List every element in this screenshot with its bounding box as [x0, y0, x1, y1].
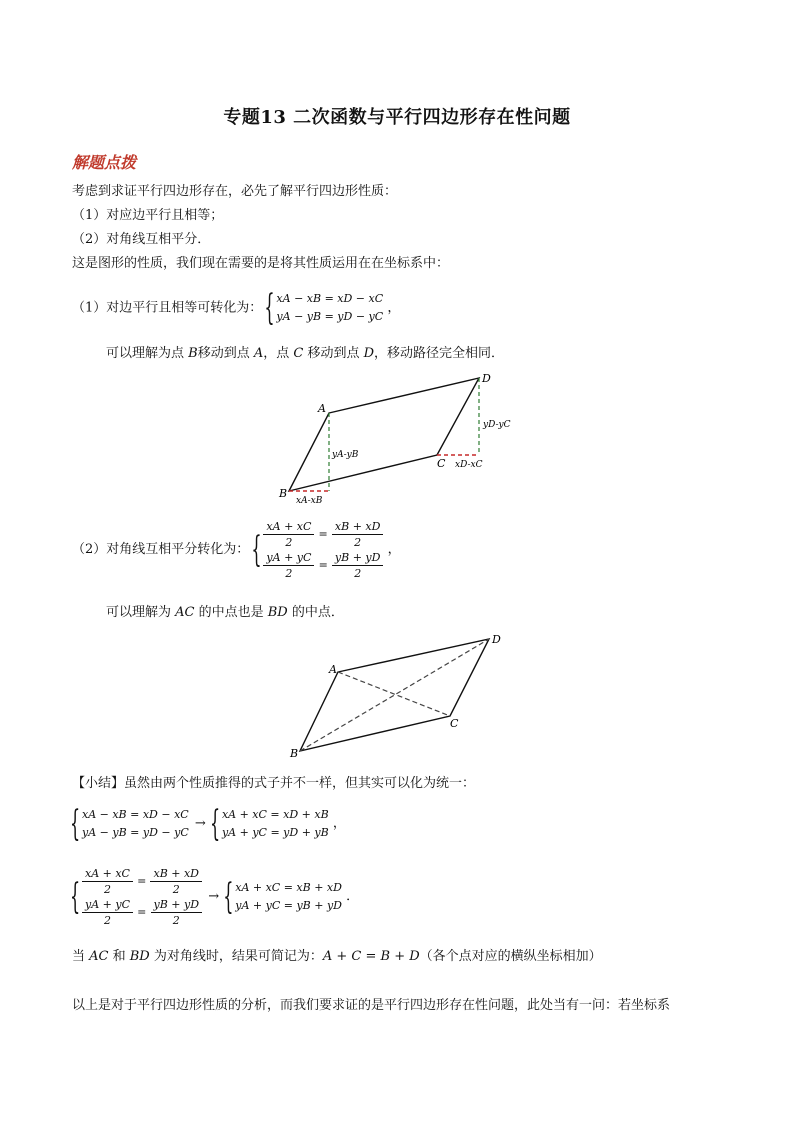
frac — [150, 866, 202, 897]
part1-eq2: yA − yB = yD − yC — [276, 310, 384, 323]
numerator: yA + yC — [263, 550, 314, 566]
intro-line-3: （2）对角线互相平分． — [72, 232, 211, 247]
point-A: A — [253, 346, 264, 361]
part1-system — [266, 290, 383, 326]
label-xD-xC: xD-xC — [455, 460, 483, 470]
intro-line-1: 考虑到求证平行四边形存在，必先了解平行四边形性质： — [72, 184, 398, 199]
text: ， — [332, 816, 346, 831]
denominator: 2 — [172, 883, 180, 896]
numerator: { xA + xC — [263, 519, 314, 535]
equals-sign: = — [137, 874, 147, 888]
text: 和 — [108, 949, 130, 964]
point-C: C — [293, 346, 304, 361]
part2-row1 — [263, 519, 383, 550]
part2-formula — [72, 519, 401, 581]
summary-label: 【小结】虽然由两个性质推得的式子并不一样，但其实可以化为统一： — [72, 776, 476, 791]
part2-label: （2）对角线互相平分转化为： — [72, 542, 250, 557]
equals-sign: = — [137, 905, 147, 919]
final-line: 以上是对于平行四边形性质的分析，而我们要求证的是平行四边形存在性问题，此处当有一问：若坐标系 — [72, 998, 671, 1013]
frac — [82, 866, 133, 897]
numerator: yA + yC — [82, 897, 133, 913]
denominator: 2 — [104, 914, 111, 927]
text: ． — [346, 889, 360, 904]
summary-system-1b — [212, 806, 329, 842]
label-B: B — [290, 747, 299, 760]
label-yD-yC: yD-yC — [483, 420, 511, 430]
summary-system-2a — [72, 866, 202, 928]
part2-explanation — [106, 603, 344, 623]
eq: yA + yC = yB + yD — [235, 899, 342, 912]
part1-explanation — [106, 344, 504, 364]
text: 移动到点 — [303, 346, 364, 361]
part1-trail: ， — [387, 300, 401, 316]
denominator: 2 — [103, 883, 111, 896]
equals-sign: = — [318, 558, 328, 572]
page-title: 专题13 二次函数与平行四边形存在性问题 — [223, 107, 571, 128]
summary-system-2b — [225, 879, 342, 915]
text: 的中点． — [287, 605, 344, 620]
intro-line-4: 这是图形的性质，我们现在需要的是将其性质运用在在坐标系中： — [72, 256, 450, 271]
formula: A + C = B + D — [322, 949, 420, 964]
text: 为对角线时，结果可简记为： — [149, 949, 323, 964]
text: 可以理解为点 — [106, 346, 189, 361]
numerator: yB + yD — [151, 897, 203, 913]
label-C: C — [437, 457, 446, 470]
frac — [82, 897, 133, 928]
eq: { xA − xB = xD − xC — [82, 808, 189, 821]
arrow-icon: → — [208, 889, 220, 904]
frac-xB-xD — [332, 519, 384, 550]
part2-trail: ， — [387, 542, 401, 557]
numerator: yB + yD — [332, 550, 384, 566]
part1-formula — [72, 290, 400, 326]
text: （各个点对应的横纵坐标相加） — [419, 949, 602, 964]
segment-BD: BD — [267, 605, 288, 620]
parallelogram-diagram-2 — [280, 625, 510, 760]
denominator: 2 — [354, 536, 362, 549]
denominator: 2 — [285, 536, 293, 549]
part1-label: （1）对边平行且相等可转化为： — [72, 300, 263, 316]
eq: { xA + xC = xD + xB — [221, 808, 329, 821]
text: ，点 — [263, 346, 294, 361]
part1-eq1: { xA − xB = xD − xC — [276, 292, 384, 305]
parallelogram-diagram-1 — [270, 365, 530, 510]
summary-formula-1 — [72, 806, 346, 842]
numerator: { xA + xC — [82, 866, 133, 882]
intro-line-2: （1）对应边平行且相等； — [72, 208, 224, 223]
summary-conclusion — [72, 947, 602, 967]
numerator: xB + xD — [150, 866, 202, 882]
point-B: B — [188, 346, 198, 361]
frac-yA-yC — [263, 550, 314, 581]
text: 的中点也是 — [194, 605, 268, 620]
label-D: D — [492, 633, 501, 646]
row — [82, 897, 202, 928]
text: 可以理解为 — [106, 605, 176, 620]
eq: yA − yB = yD − yC — [82, 826, 189, 839]
segment-AC: AC — [175, 605, 195, 620]
arrow-icon: → — [194, 816, 206, 831]
section-heading: 解题点拨 — [72, 153, 137, 172]
label-yA-yB: yA-yB — [332, 450, 359, 460]
label-D: D — [482, 372, 491, 385]
diagonal-AC — [338, 672, 450, 716]
text: 移动到点 — [197, 346, 254, 361]
eq: { xA + xC = xB + xD — [235, 881, 342, 894]
text: 当 — [72, 949, 90, 964]
summary-formula-2 — [72, 866, 359, 928]
point-D: D — [363, 346, 375, 361]
segment-BD: BD — [129, 949, 150, 964]
numerator: xB + xD — [332, 519, 384, 535]
label-B: B — [279, 487, 288, 500]
part2-row2 — [263, 550, 383, 581]
frac-xA-xC — [263, 519, 314, 550]
label-C: C — [450, 717, 459, 730]
label-xA-xB: xA-xB — [296, 496, 323, 506]
equals-sign: = — [318, 527, 328, 541]
label-A: A — [318, 402, 326, 415]
parallelogram-outline — [289, 378, 479, 491]
eq: yA + yC = yD + yB — [221, 826, 329, 839]
label-A: A — [329, 663, 337, 676]
text: ，移动路径完全相同． — [374, 346, 505, 361]
summary-system-1a — [72, 806, 189, 842]
frac-yB-yD — [332, 550, 384, 581]
denominator: 2 — [285, 567, 293, 580]
row — [82, 866, 202, 897]
part2-system — [253, 519, 383, 581]
denominator: 2 — [354, 567, 362, 580]
denominator: 2 — [172, 914, 180, 927]
frac — [151, 897, 203, 928]
segment-AC: AC — [89, 949, 109, 964]
